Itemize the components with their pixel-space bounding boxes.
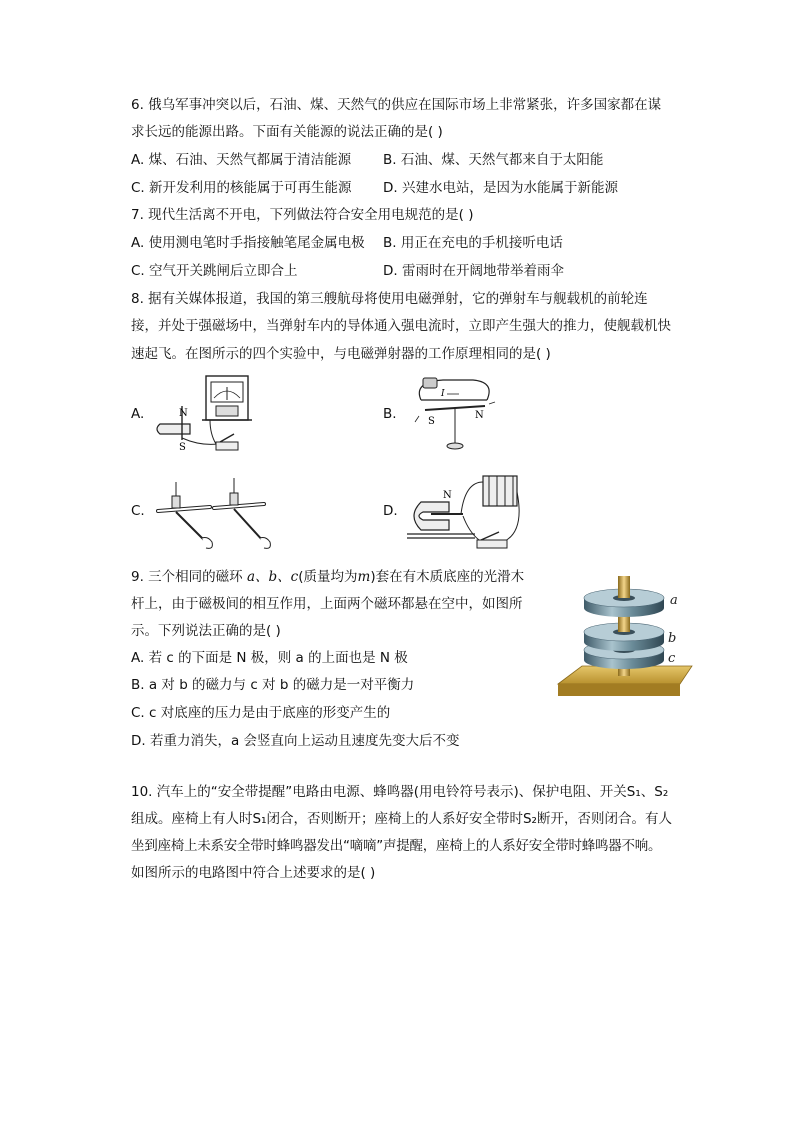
q7-option-c: C. 空气开关跳闸后立即合上: [131, 263, 298, 279]
q6-stem-line2: 求长远的能源出路。下面有关能源的说法正确的是( ): [131, 124, 443, 140]
q9-option-b: B. a 对 b 的磁力与 c 对 b 的磁力是一对平衡力: [131, 677, 415, 693]
q6-stem-line1: 6. 俄乌军事冲突以后，石油、煤、天然气的供应在国际市场上非常紧张，许多国家都在谋: [131, 97, 662, 113]
q9-stem-line1-post: )套在有木质底座的光滑木: [370, 569, 525, 585]
q8-fig-b-n-label: N: [475, 410, 484, 421]
q8-label-b: B.: [383, 406, 397, 422]
q9-fig-label-b: b: [668, 631, 677, 646]
q10-stem-line3: 坐到座椅上未系安全带时蜂鸣器发出“嘀嘀”声提醒，座椅上的人系好安全带时蜂鸣器不响。: [131, 838, 662, 854]
q9-option-c: C. c 对底座的压力是由于底座的形变产生的: [131, 705, 391, 721]
q9-option-a: A. 若 c 的下面是 N 极，则 a 的上面也是 N 极: [131, 650, 408, 666]
q7-option-a: A. 使用测电笔时手指接触笔尾金属电极: [131, 235, 365, 251]
q10-stem-line1: 10. 汽车上的“安全带提醒”电路由电源、蜂鸣器(用电铃符号表示)、保护电阻、开关S₁、S₂: [131, 784, 669, 800]
q10-stem-line2: 组成。座椅上有人时S₁闭合，否则断开；座椅上的人系好安全带时S₂断开，否则闭合。有人: [131, 811, 672, 827]
q8-fig-b-s-label: S: [428, 416, 435, 427]
q8-figure-d-motor: [405, 472, 525, 554]
q9-stem-line1-vars: a、b、c: [246, 569, 299, 585]
q8-stem-line1: 8. 据有关媒体报道，我国的第三艘航母将使用电磁弹射，它的弹射车与舰载机的前轮连: [131, 291, 648, 307]
q8-fig-a-n-label: N: [179, 408, 188, 419]
q7-stem: 7. 现代生活离不开电，下列做法符合安全用电规范的是( ): [131, 207, 474, 223]
q8-fig-d-n-label: N: [443, 490, 452, 501]
q9-fig-label-c: c: [668, 651, 676, 666]
q9-stem-line1-pre: 9. 三个相同的磁环: [131, 569, 247, 585]
q8-label-d: D.: [383, 503, 398, 519]
q9-stem-line1-m: m: [357, 569, 371, 585]
q9-stem-line1: [131, 567, 524, 587]
q7-option-d: D. 雷雨时在开阔地带举着雨伞: [383, 263, 564, 279]
q6-option-a: A. 煤、石油、天然气都属于清洁能源: [131, 152, 352, 168]
q6-option-b: B. 石油、煤、天然气都来自于太阳能: [383, 152, 604, 168]
q9-option-d: D. 若重力消失，a 会竖直向上运动且速度先变大后不变: [131, 733, 460, 749]
q8-label-a: A.: [131, 406, 145, 422]
q6-option-c: C. 新开发利用的核能属于可再生能源: [131, 180, 352, 196]
q6-option-d: D. 兴建水电站，是因为水能属于新能源: [383, 180, 618, 196]
q9-fig-label-a: a: [670, 593, 678, 608]
q8-label-c: C.: [131, 503, 145, 519]
q7-option-b: B. 用正在充电的手机接听电话: [383, 235, 563, 251]
q9-figure-magnet-rings: [556, 574, 698, 702]
q8-fig-a-s-label: S: [179, 442, 186, 453]
q8-figure-a-galvanometer: [150, 372, 270, 458]
q9-stem-line2: 杆上，由于磁极间的相互作用，上面两个磁环都悬在空中，如图所: [131, 596, 523, 612]
q8-figure-c-rods: [150, 466, 275, 556]
q9-stem-line1-mid: (质量均为: [298, 569, 358, 585]
q9-stem-line3: 示。下列说法正确的是( ): [131, 623, 281, 639]
q10-stem-line4: 如图所示的电路图中符合上述要求的是( ): [131, 865, 376, 881]
q8-figure-b-oersted: [403, 372, 513, 456]
q8-fig-b-i-label: I: [441, 389, 445, 399]
q8-stem-line2: 接，并处于强磁场中，当弹射车内的导体通入强电流时，立即产生强大的推力，使舰载机快: [131, 318, 671, 334]
q8-stem-line3: 速起飞。在图所示的四个实验中，与电磁弹射器的工作原理相同的是( ): [131, 346, 551, 362]
